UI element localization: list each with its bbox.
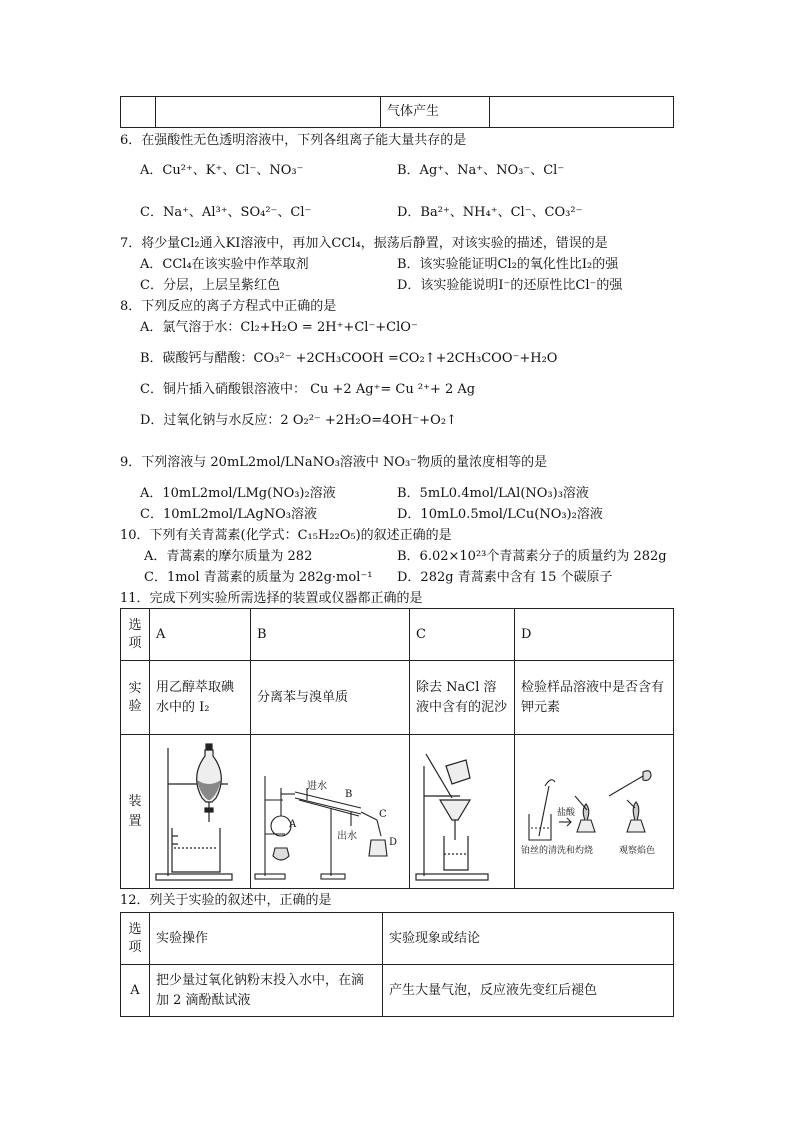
q8-option-d: D．过氧化钠与水反应：2 O₂²⁻ +2H₂O=4OH⁻+O₂↑ xyxy=(140,413,457,428)
q8-option-a: A．氯气溶于水：Cl₂+H₂O = 2H⁺+Cl⁻+ClO⁻ xyxy=(140,320,418,335)
label-inlet: 进水 xyxy=(307,781,327,792)
distillation-diagram xyxy=(251,735,410,889)
q7-option-d: D．该实验能说明I⁻的还原性比Cl⁻的强 xyxy=(397,278,623,293)
top-table xyxy=(120,96,674,128)
q11-head-b: B xyxy=(251,609,410,661)
q11-exp-label: 实验 xyxy=(128,680,142,714)
q12-head-option-cell xyxy=(121,913,150,965)
top-table-cell xyxy=(490,97,674,128)
q9-option-b: B．5mL0.4mol/LAl(NO₃)₃溶液 xyxy=(397,486,589,501)
label-a: A xyxy=(289,819,297,830)
q11-table xyxy=(120,608,674,889)
q11-exp-d: 检验样品溶液中是否含有钾元素 xyxy=(515,661,674,735)
top-table-gas-cell: 气体产生 xyxy=(381,97,490,128)
flame-test-svg xyxy=(515,736,671,888)
filtration-svg xyxy=(410,736,514,888)
q11-head-d: D xyxy=(515,609,674,661)
q6-option-c: C．Na⁺、Al³⁺、SO₄²⁻、Cl⁻ xyxy=(140,205,312,220)
q6-option-a: A．Cu²⁺、K⁺、Cl⁻、NO₃⁻ xyxy=(140,163,304,178)
label-outlet: 出水 xyxy=(337,831,357,842)
q11-device-label-cell xyxy=(121,735,150,889)
q12-head-operation: 实验操作 xyxy=(150,913,383,965)
q9-option-d: D．10mL0.5mol/LCu(NO₃)₂溶液 xyxy=(397,507,603,522)
q8-stem: 8．下列反应的离子方程式中正确的是 xyxy=(120,299,337,314)
q9-stem: 9．下列溶液与 20mL2mol/LNaNO₃溶液中 NO₃⁻物质的量浓度相等的是 xyxy=(120,455,548,470)
label-c: C xyxy=(379,809,387,820)
q12-row-a-option: A xyxy=(121,965,150,1017)
q7-stem: 7．将少量Cl₂通入KI溶液中，再加入CCl₄，振荡后静置，对该实验的描述，错误的是 xyxy=(120,236,608,251)
q11-head-a: A xyxy=(150,609,251,661)
q10-option-a: A．青蒿素的摩尔质量为 282 xyxy=(144,549,313,564)
q11-exp-label-cell xyxy=(121,661,150,735)
q12-row-a-operation: 把少量过氧化钠粉末投入水中，在滴加 2 滴酚酞试液 xyxy=(150,965,383,1017)
q11-head-option xyxy=(121,609,150,661)
q10-option-b: B．6.02×10²³个青蒿素分子的质量约为 282g xyxy=(397,549,667,564)
q10-option-c: C．1mol 青蒿素的质量为 282g·mol⁻¹ xyxy=(144,570,373,585)
top-table-cell xyxy=(156,97,381,128)
q12-stem: 12．列关于实验的叙述中，正确的是 xyxy=(120,893,332,908)
top-table-cell xyxy=(121,97,156,128)
filtration-diagram xyxy=(410,735,515,889)
label-clean-burn: 铂丝的清洗和灼烧 xyxy=(521,846,594,856)
q11-head-option-label: 选项 xyxy=(128,617,142,651)
q11-device-label: 装置 xyxy=(128,793,142,829)
separatory-funnel-diagram xyxy=(150,735,251,889)
q7-option-b: B．该实验能证明Cl₂的氧化性比I₂的强 xyxy=(397,257,619,272)
q6-stem: 6．在强酸性无色透明溶液中，下列各组离子能大量共存的是 xyxy=(120,133,467,148)
q10-option-d: D．282g 青蒿素中含有 15 个碳原子 xyxy=(397,570,613,585)
label-d: D xyxy=(389,837,398,848)
q11-exp-c: 除去 NaCl 溶液中含有的泥沙 xyxy=(410,661,515,735)
q11-exp-b: 分离苯与溴单质 xyxy=(251,661,410,735)
flame-test-diagram xyxy=(515,735,674,889)
label-b: B xyxy=(345,789,353,800)
label-hcl: 盐酸 xyxy=(557,808,576,818)
q12-head-option: 选项 xyxy=(128,921,142,955)
q6-option-b: B．Ag⁺、Na⁺、NO₃⁻、Cl⁻ xyxy=(397,163,565,178)
q11-head-c: C xyxy=(410,609,515,661)
q12-row-a-result: 产生大量气泡，反应液先变红后褪色 xyxy=(383,965,674,1017)
q9-option-c: C．10mL2mol/LAgNO₃溶液 xyxy=(140,507,317,522)
label-observe: 观察焰色 xyxy=(619,846,656,856)
q12-head-result: 实验现象或结论 xyxy=(383,913,674,965)
q7-option-c: C．分层，上层呈紫红色 xyxy=(140,278,280,293)
q9-option-a: A．10mL2mol/LMg(NO₃)₂溶液 xyxy=(140,486,336,501)
q6-option-d: D．Ba²⁺、NH₄⁺、Cl⁻、CO₃²⁻ xyxy=(397,205,583,220)
q11-stem: 11．完成下列实验所需选择的装置或仪器都正确的是 xyxy=(120,591,423,606)
q10-stem: 10．下列有关青蒿素(化学式：C₁₅H₂₂O₅)的叙述正确的是 xyxy=(120,528,452,543)
q12-table xyxy=(120,912,674,1017)
q8-option-b: B．碳酸钙与醋酸：CO₃²⁻ +2CH₃COOH =CO₂↑+2CH₃COO⁻+H₂O xyxy=(140,351,558,366)
q7-option-a: A．CCl₄在该实验中作萃取剂 xyxy=(140,257,309,272)
q11-exp-a: 用乙醇萃取碘水中的 I₂ xyxy=(150,661,251,735)
q8-option-c: C．铜片插入硝酸银溶液中： Cu +2 Ag⁺= Cu ²⁺+ 2 Ag xyxy=(140,382,476,397)
separatory-funnel-svg xyxy=(150,736,250,888)
